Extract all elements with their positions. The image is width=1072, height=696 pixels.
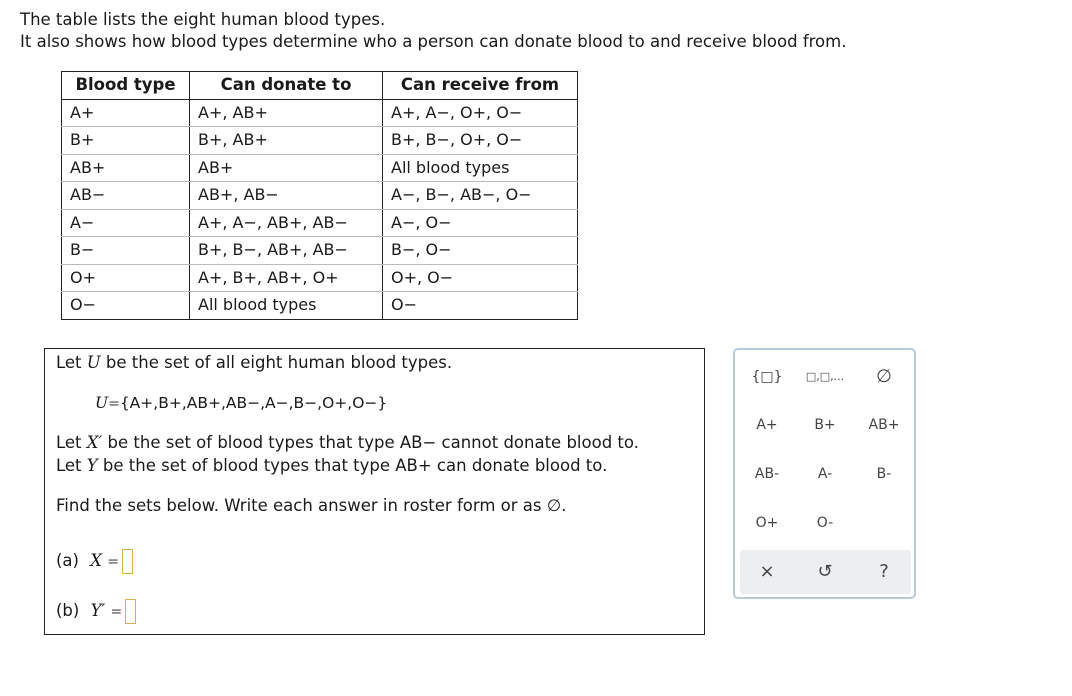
intro-line-2: It also shows how blood types determine who a person can donate blood to and receive blood from. bbox=[20, 32, 847, 51]
o-positive-button[interactable]: O+ bbox=[755, 515, 779, 531]
header-blood-type: Blood type bbox=[62, 72, 190, 100]
palette-action-bar bbox=[740, 550, 911, 594]
header-can-donate-to: Can donate to bbox=[190, 72, 383, 100]
table-row bbox=[62, 182, 578, 210]
answer-palette bbox=[733, 348, 916, 599]
part-a: (a) X = bbox=[56, 549, 133, 574]
cell-can-receive-from: All blood types bbox=[383, 154, 578, 182]
ab-negative-button[interactable]: AB- bbox=[754, 466, 780, 482]
part-b-label: (b) bbox=[56, 601, 80, 620]
answer-input-b[interactable] bbox=[125, 599, 136, 624]
var-y: Y bbox=[86, 456, 98, 475]
empty-set-button[interactable]: ∅ bbox=[876, 366, 892, 387]
part-b: (b) Y′ = bbox=[56, 599, 136, 624]
problem-intro bbox=[20, 9, 846, 53]
table-row bbox=[62, 209, 578, 237]
var-x-prime: X′ bbox=[86, 433, 103, 452]
cell-blood-type: O+ bbox=[62, 264, 190, 292]
universal-set-roster: U={A+,B+,AB+,AB−,A−,B−,O+,O−} bbox=[95, 394, 388, 412]
o-negative-button[interactable]: O- bbox=[816, 515, 834, 531]
clear-icon[interactable]: × bbox=[759, 561, 775, 582]
cell-can-donate-to: AB+ bbox=[190, 154, 383, 182]
cell-can-receive-from: B−, O− bbox=[383, 237, 578, 265]
cell-can-donate-to: B+, B−, AB+, AB− bbox=[190, 237, 383, 265]
cell-can-donate-to: A+, A−, AB+, AB− bbox=[190, 209, 383, 237]
cell-can-donate-to: All blood types bbox=[190, 292, 383, 320]
help-icon[interactable]: ? bbox=[879, 561, 889, 582]
table-row bbox=[62, 292, 578, 320]
universal-set-definition: Let U be the set of all eight human blood types. bbox=[56, 353, 453, 372]
b-negative-button[interactable]: B- bbox=[876, 466, 892, 482]
part-a-variable: X bbox=[90, 551, 102, 570]
cell-can-receive-from: A−, O− bbox=[383, 209, 578, 237]
header-can-receive-from: Can receive from bbox=[383, 72, 578, 100]
x-prime-definition: Let X′ be the set of blood types that type AB− cannot donate blood to. bbox=[56, 433, 639, 452]
table-row bbox=[62, 237, 578, 265]
a-negative-button[interactable]: A- bbox=[817, 466, 833, 482]
cell-blood-type: A− bbox=[62, 209, 190, 237]
table-row bbox=[62, 99, 578, 127]
blood-type-table bbox=[61, 71, 578, 320]
universal-set-value: {A+,B+,AB+,AB−,A−,B−,O+,O−} bbox=[119, 394, 388, 412]
answer-input-a[interactable] bbox=[122, 549, 133, 574]
ab-positive-button[interactable]: AB+ bbox=[868, 417, 900, 433]
table-row bbox=[62, 264, 578, 292]
cell-can-receive-from: O+, O− bbox=[383, 264, 578, 292]
cell-can-donate-to: B+, AB+ bbox=[190, 127, 383, 155]
cell-blood-type: O− bbox=[62, 292, 190, 320]
var-u: U bbox=[86, 353, 101, 372]
list-template-button[interactable]: □,□,... bbox=[805, 370, 845, 383]
cell-can-receive-from: A+, A−, O+, O− bbox=[383, 99, 578, 127]
table-header-row bbox=[62, 72, 578, 100]
intro-line-1: The table lists the eight human blood types. bbox=[20, 10, 386, 29]
cell-can-donate-to: A+, AB+ bbox=[190, 99, 383, 127]
cell-blood-type: B+ bbox=[62, 127, 190, 155]
part-a-label: (a) bbox=[56, 551, 79, 570]
cell-can-donate-to: AB+, AB− bbox=[190, 182, 383, 210]
part-b-variable: Y′ bbox=[90, 601, 106, 620]
cell-can-receive-from: A−, B−, AB−, O− bbox=[383, 182, 578, 210]
cell-can-receive-from: B+, B−, O+, O− bbox=[383, 127, 578, 155]
cell-blood-type: A+ bbox=[62, 99, 190, 127]
b-positive-button[interactable]: B+ bbox=[814, 417, 836, 433]
cell-blood-type: B− bbox=[62, 237, 190, 265]
cell-blood-type: AB− bbox=[62, 182, 190, 210]
instruction-text: Find the sets below. Write each answer in roster form or as ∅. bbox=[56, 496, 567, 515]
set-braces-button[interactable]: {□} bbox=[751, 369, 783, 385]
cell-can-receive-from: O− bbox=[383, 292, 578, 320]
table-row bbox=[62, 127, 578, 155]
cell-can-donate-to: A+, B+, AB+, O+ bbox=[190, 264, 383, 292]
y-definition: Let Y be the set of blood types that type AB+ can donate blood to. bbox=[56, 456, 608, 475]
undo-icon[interactable]: ↺ bbox=[817, 561, 833, 582]
table-row bbox=[62, 154, 578, 182]
cell-blood-type: AB+ bbox=[62, 154, 190, 182]
question-box bbox=[44, 348, 705, 635]
a-positive-button[interactable]: A+ bbox=[756, 417, 778, 433]
